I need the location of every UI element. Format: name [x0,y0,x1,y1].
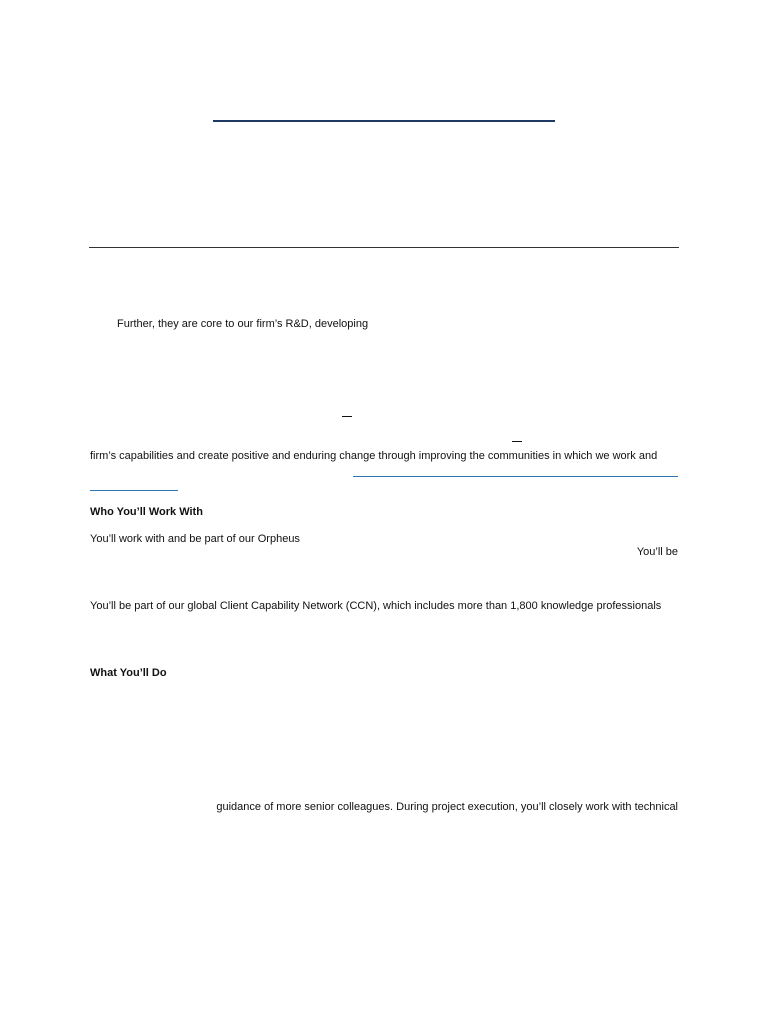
dash-mark [512,441,522,442]
dash-mark [342,416,352,417]
who-line2: You’ll be part of our global Client Capability Network (CCN), which includes more than 1,800 knowledge professionals [90,600,662,612]
para2-line1: firm’s capabilities and create positive and enduring change through improving the communities in which we work and [90,450,658,462]
para1-line1: Further, they are core to our firm’s R&D, developing [117,318,369,330]
link-underline[interactable] [90,490,178,491]
link-underline[interactable] [353,476,678,477]
who-line1-right: You’ll be [636,546,678,558]
section-divider [89,247,679,248]
section-heading-who: Who You’ll Work With [90,506,203,518]
section-heading-what: What You’ll Do [90,667,167,679]
title-rule [213,120,555,122]
who-line1-left: You’ll work with and be part of our Orpheus [90,533,300,545]
what-line1: guidance of more senior colleagues. During project execution, you’ll closely work with technical [216,801,678,813]
